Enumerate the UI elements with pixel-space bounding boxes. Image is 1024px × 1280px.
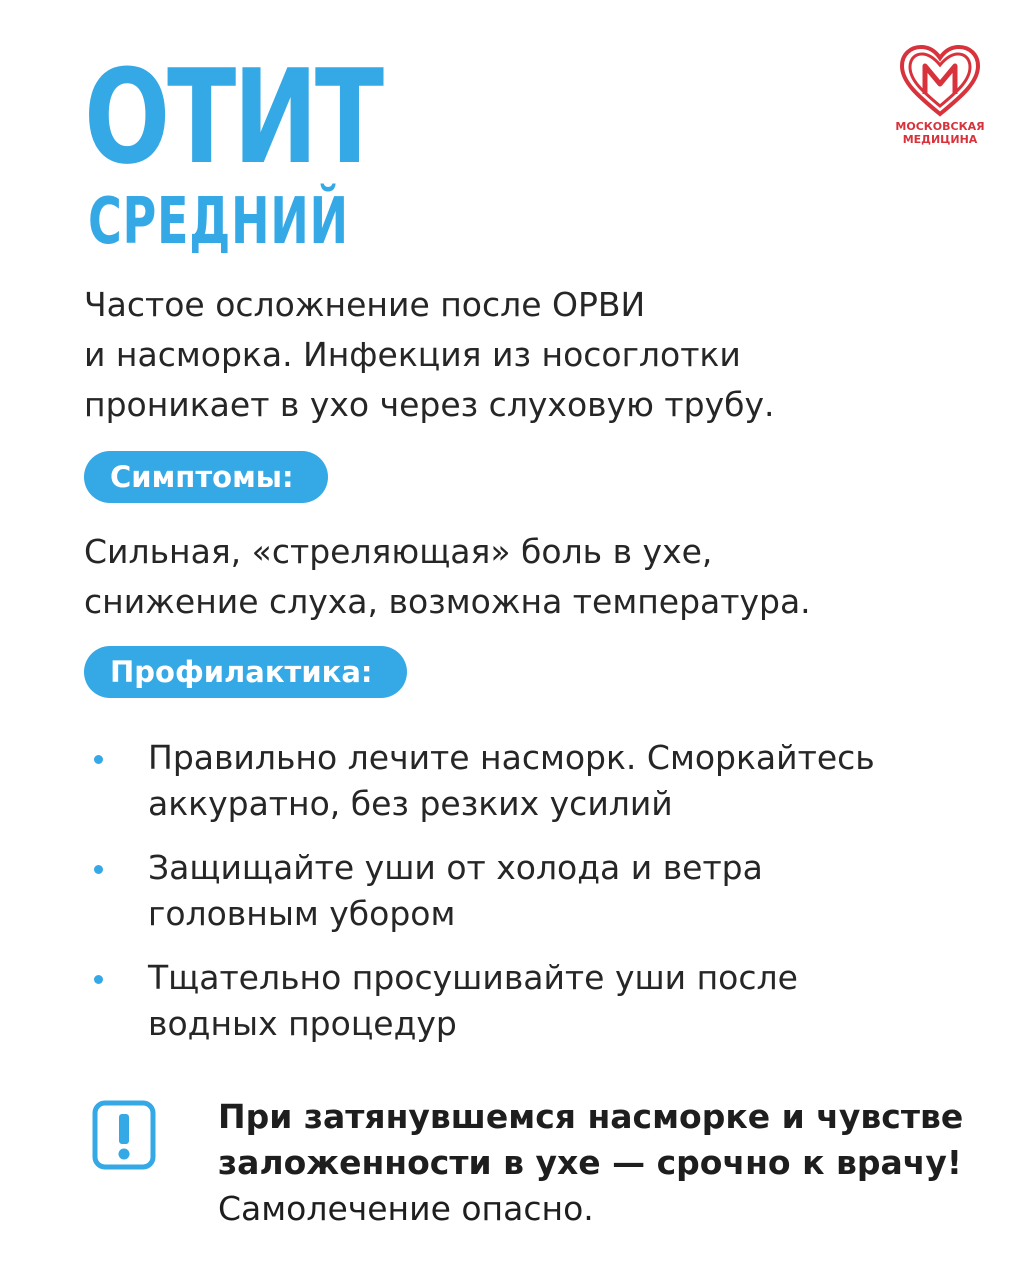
page-title: ОТИТ xyxy=(84,41,381,193)
list-item-line: Правильно лечите насморк. Сморкайтесь xyxy=(148,738,875,777)
symptoms-paragraph xyxy=(84,527,811,627)
symptoms-line: снижение слуха, возможна температура. xyxy=(84,582,811,621)
symptoms-line: Сильная, «стреляющая» боль в ухе, xyxy=(84,532,713,571)
warning-bold-line: При затянувшемся насморке и чувстве xyxy=(218,1097,964,1136)
prevention-label: Профилактика: xyxy=(84,646,407,698)
intro-line: и насморка. Инфекция из носоглотки xyxy=(84,335,741,374)
intro-paragraph xyxy=(84,280,774,430)
logo-line-1: МОСКОВСКАЯ xyxy=(895,120,985,133)
list-item xyxy=(88,845,968,937)
list-item-line: Тщательно просушивайте уши после xyxy=(148,958,798,997)
warning-bold-line: заложенности в ухе — срочно к врачу! xyxy=(218,1143,962,1182)
symptoms-label: Симптомы: xyxy=(84,451,328,503)
list-item-line: аккуратно, без резких усилий xyxy=(148,784,673,823)
list-item-line: водных процедур xyxy=(148,1004,457,1043)
warning-note: Самолечение опасно. xyxy=(218,1189,594,1228)
prevention-list xyxy=(88,735,968,1065)
list-item xyxy=(88,735,968,827)
heart-m-logo-icon xyxy=(898,44,982,118)
list-item xyxy=(88,955,968,1047)
warning-block xyxy=(218,1094,963,1232)
bullet-icon xyxy=(94,865,103,874)
exclamation-icon xyxy=(92,1100,156,1170)
logo-line-2: МЕДИЦИНА xyxy=(902,133,978,146)
list-item-line: Защищайте уши от холода и ветра xyxy=(148,848,763,887)
page-subtitle: СРЕДНИЙ xyxy=(88,185,349,259)
intro-line: Частое осложнение после ОРВИ xyxy=(84,285,646,324)
brand-logo xyxy=(890,44,990,146)
list-item-line: головным убором xyxy=(148,894,456,933)
bullet-icon xyxy=(94,755,103,764)
intro-line: проникает в ухо через слуховую трубу. xyxy=(84,385,775,424)
bullet-icon xyxy=(94,975,103,984)
